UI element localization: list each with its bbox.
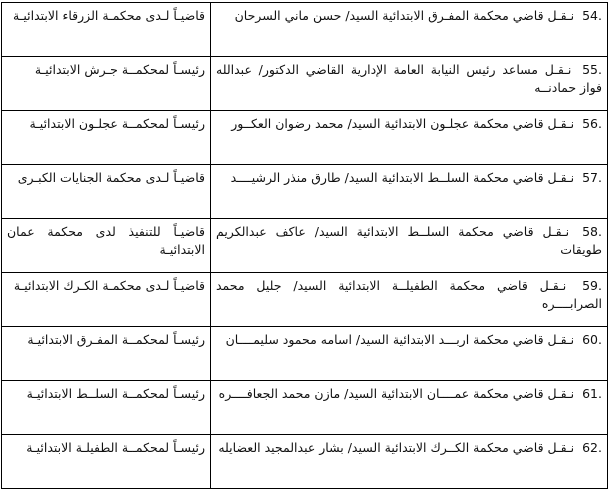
table-row	[2, 3, 608, 57]
from-text: نـقـل قاضي محكمة عجلـون الابتدائية السيد/ محمد رضوان العكــور	[231, 116, 575, 131]
from-text: نـقـل قاضي محكمة الكــرك الابتدائية السيد/ بشار عبدالمجيد العضايله	[218, 440, 575, 455]
to-cell	[2, 57, 211, 111]
to-cell	[2, 111, 211, 165]
from-text: نـقـل قاضي محكمة اربـــد الابتدائية السيد/ اسامه محمود سليمــــان	[225, 332, 575, 347]
row-number: 62.	[582, 440, 602, 455]
to-text: قاضيـاً لـدى محكمة الجنايات الكبـرى	[17, 170, 205, 185]
to-text: رئيسـاً لمحكمــة جـرش الابتدائيـة	[34, 62, 205, 77]
row-number: 61.	[582, 386, 602, 401]
table-row	[2, 111, 608, 165]
to-cell	[2, 435, 211, 489]
to-text: قاضيـاً لـدى محكمـة الكـرك الابتدائيـة	[13, 278, 205, 293]
transfer-table	[1, 2, 608, 489]
row-number: 60.	[582, 332, 602, 347]
table-row	[2, 381, 608, 435]
to-text: رئيسـاً لمحكمــة المفـرق الابتدائيـة	[27, 332, 205, 347]
row-number: 55.	[582, 62, 602, 77]
table-row	[2, 273, 608, 327]
to-cell	[2, 381, 211, 435]
from-cell	[211, 219, 608, 273]
row-number: 54.	[582, 8, 602, 23]
to-cell	[2, 327, 211, 381]
to-text: قاضيـاً لـدى محكمـة الزرقاء الابتدائيـة	[13, 8, 205, 23]
from-cell	[211, 381, 608, 435]
from-cell	[211, 57, 608, 111]
from-text: نـقـل قاضي محكمة السلــط الابتدائية السيد/ عاكف عبدالكريم طويقات	[216, 224, 602, 257]
to-text: رئيسـاً لمحكمــة الطفيلـة الابتدائيـة	[26, 440, 205, 455]
table-row	[2, 57, 608, 111]
row-number: 57.	[582, 170, 602, 185]
from-text: نـقـل قاضي محكمة عمــــان الابتدائية السيد/ مازن محمد الجعافــــره	[218, 386, 575, 401]
table-row	[2, 327, 608, 381]
row-number: 58.	[582, 224, 602, 239]
row-number: 59.	[582, 278, 602, 293]
from-cell	[211, 435, 608, 489]
from-text: نـقـل قاضي محكمة السلــط الابتدائية السيد/ طارق منذر الرشيــــد	[230, 170, 575, 185]
from-cell	[211, 3, 608, 57]
from-text: نـقـل مساعد رئيس النيابة العامة الإدارية القاضي الدكتور/ عبدالله فواز حمادنــه	[216, 62, 602, 95]
to-cell	[2, 273, 211, 327]
to-text: رئيسـاً لمحكمــة عجلـون الابتدائيـة	[29, 116, 205, 131]
to-cell	[2, 165, 211, 219]
table-row	[2, 219, 608, 273]
table-row	[2, 435, 608, 489]
table-row	[2, 165, 608, 219]
to-cell	[2, 3, 211, 57]
to-text: قاضيـاً للتنفيذ لدى محكمة عمان الابتدائيـة	[7, 224, 205, 257]
from-cell	[211, 165, 608, 219]
from-cell	[211, 327, 608, 381]
to-cell	[2, 219, 211, 273]
row-number: 56.	[582, 116, 602, 131]
from-cell	[211, 111, 608, 165]
from-cell	[211, 273, 608, 327]
from-text: نـقـل قاضي محكمة الطفيلــة الابتدائية السيد/ جليل محمد الصرابــــره	[216, 278, 602, 311]
to-text: رئيسـاً لمحكمــة السلــط الابتدائيـة	[26, 386, 205, 401]
from-text: نـقـل قاضي محكمة المفـرق الابتدائية السيد/ حسن ماني السرحان	[234, 8, 575, 23]
